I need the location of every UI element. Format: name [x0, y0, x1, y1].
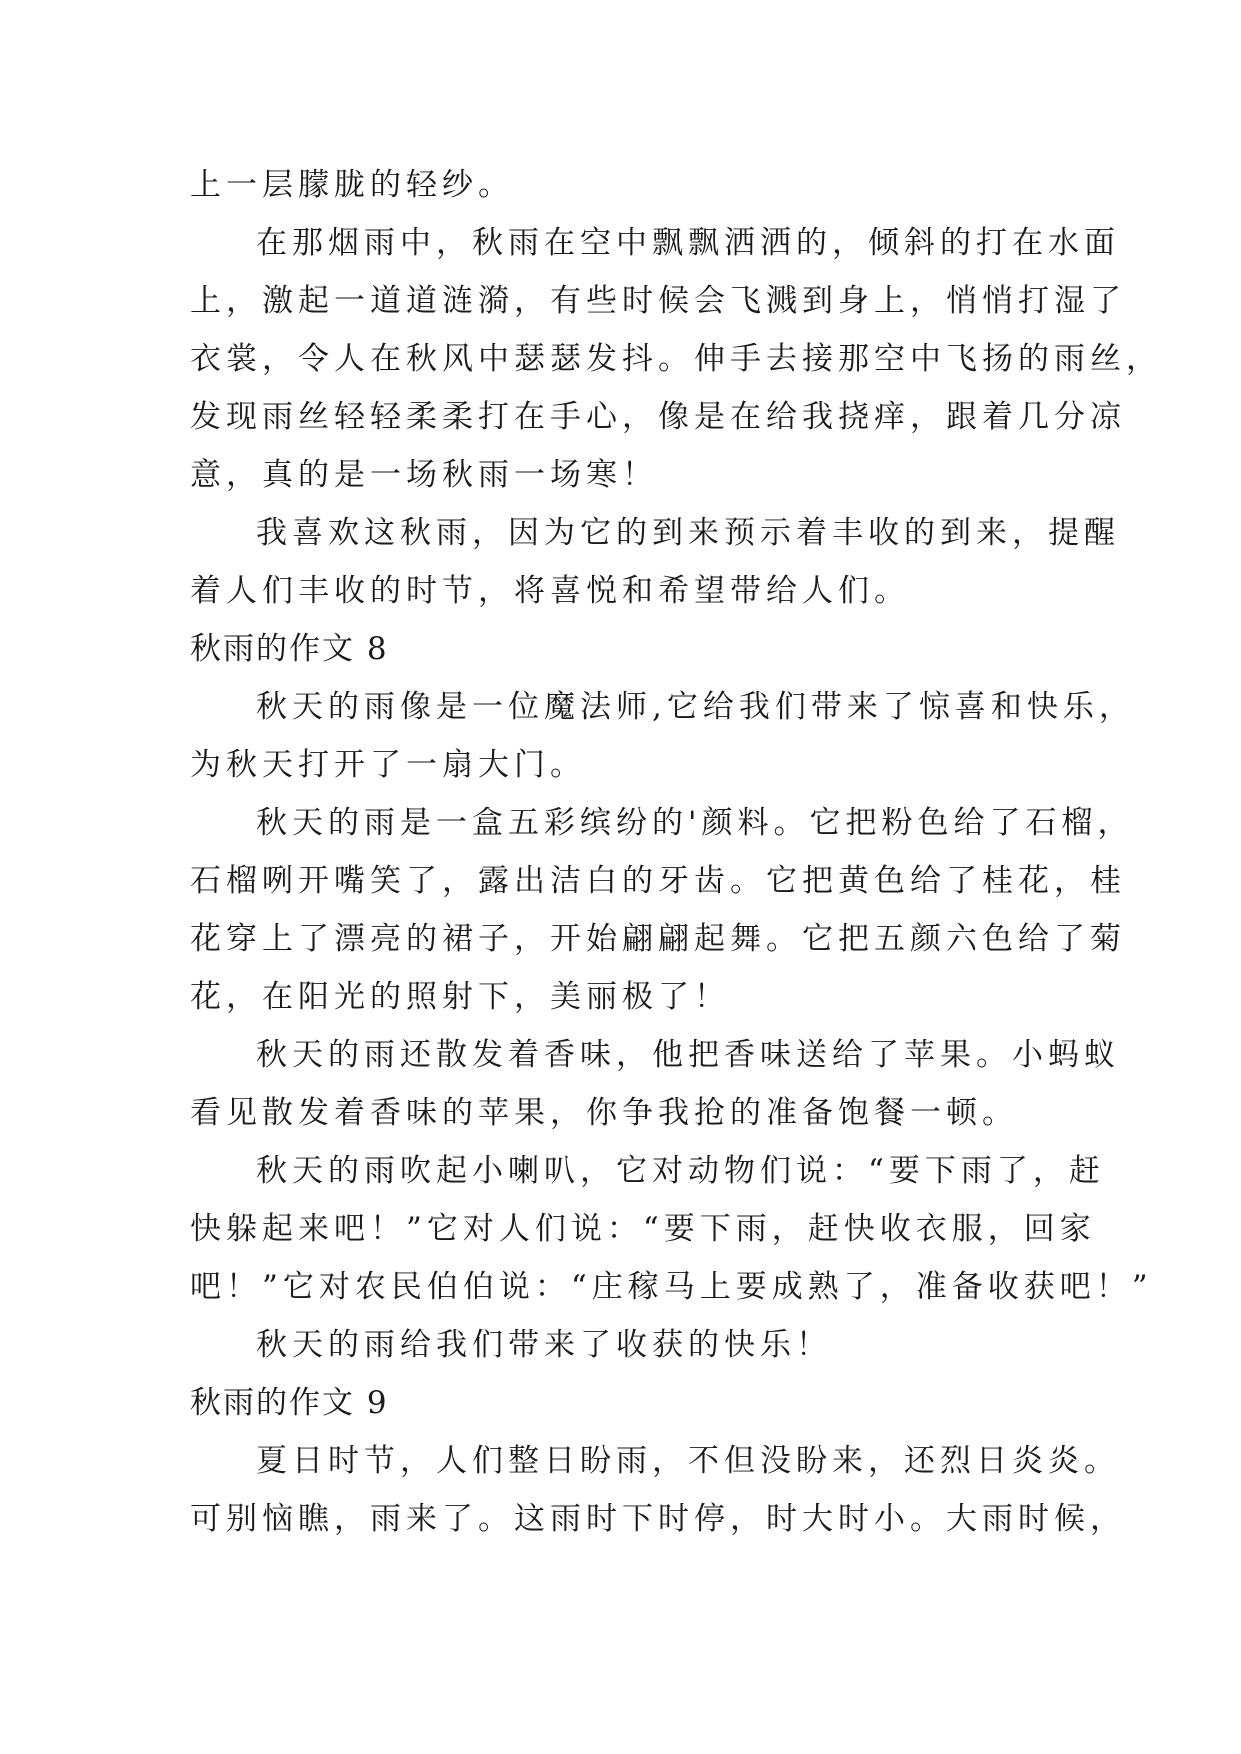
- text-line: 花，在阳光的照射下，美丽极了！: [190, 979, 730, 1015]
- text-line: 秋天的雨吹起小喇叭，它对动物们说：“要下雨了，赶: [256, 1153, 1105, 1189]
- section-heading: 秋雨的作文 9: [190, 1385, 389, 1421]
- text-line: 秋天的雨是一盒五彩缤纷的'颜料。它把粉色给了石榴，: [256, 805, 1134, 841]
- text-line: 发现雨丝轻轻柔柔打在手心，像是在给我挠痒，跟着几分凉: [190, 399, 1126, 435]
- text-line: 我喜欢这秋雨，因为它的到来预示着丰收的到来，提醒: [256, 515, 1120, 551]
- text-line: 快躲起来吧！”它对人们说：“要下雨，赶快收衣服，回家: [190, 1211, 1096, 1247]
- text-line: 衣裳，令人在秋风中瑟瑟发抖。伸手去接那空中飞扬的雨丝，: [190, 341, 1162, 377]
- document-body: [190, 156, 1162, 1548]
- text-line: 秋天的雨像是一位魔法师,它给我们带来了惊喜和快乐，: [256, 689, 1135, 725]
- text-line: 看见散发着香味的苹果，你争我抢的准备饱餐一顿。: [190, 1095, 1018, 1131]
- text-line: 吧！”它对农民伯伯说：“庄稼马上要成熟了，准备收获吧！”: [190, 1269, 1153, 1305]
- text-line: 石榴咧开嘴笑了，露出洁白的牙齿。它把黄色给了桂花，桂: [190, 863, 1126, 899]
- text-line: 可别恼瞧，雨来了。这雨时下时停，时大时小。大雨时候，: [190, 1501, 1126, 1537]
- section-heading: 秋雨的作文 8: [190, 631, 389, 667]
- text-line: 为秋天打开了一扇大门。: [190, 747, 586, 783]
- text-line: 夏日时节，人们整日盼雨，不但没盼来，还烈日炎炎。: [256, 1443, 1120, 1479]
- text-line: 秋天的雨给我们带来了收获的快乐！: [256, 1327, 832, 1363]
- text-line: 着人们丰收的时节，将喜悦和希望带给人们。: [190, 573, 910, 609]
- text-line: 上一层朦胧的轻纱。: [190, 167, 514, 203]
- text-line: 在那烟雨中，秋雨在空中飘飘洒洒的，倾斜的打在水面: [256, 225, 1120, 261]
- text-line: 秋天的雨还散发着香味，他把香味送给了苹果。小蚂蚁: [256, 1037, 1120, 1073]
- text-line: 花穿上了漂亮的裙子，开始翩翩起舞。它把五颜六色给了菊: [190, 921, 1126, 957]
- text-line: 上，激起一道道涟漪，有些时候会飞溅到身上，悄悄打湿了: [190, 283, 1126, 319]
- text-line: 意，真的是一场秋雨一场寒！: [190, 457, 658, 493]
